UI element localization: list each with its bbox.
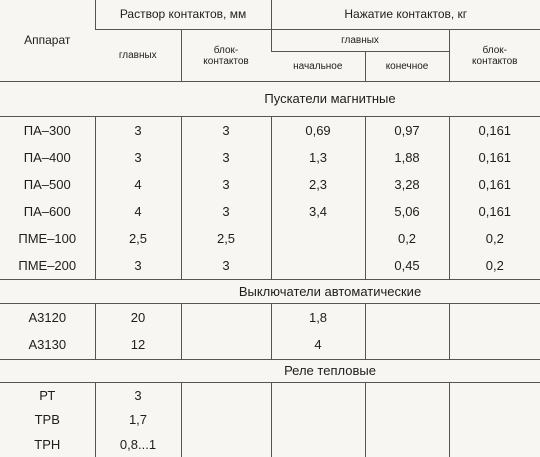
cell-p-initial: 0,69 (271, 116, 365, 143)
cell-open-block (181, 432, 271, 457)
cell-p-initial (271, 383, 365, 408)
cell-p-block: 0,161 (449, 116, 540, 143)
cell-open-main: 4 (95, 198, 181, 225)
cell-open-main: 20 (95, 304, 181, 332)
cell-p-final (365, 383, 449, 408)
cell-p-final: 1,88 (365, 144, 449, 171)
cell-open-main: 3 (95, 116, 181, 143)
device-name: ПМЕ–100 (18, 231, 77, 247)
cell-open-block: 3 (181, 253, 271, 280)
header-opening-main: главных (95, 30, 181, 81)
table-row (0, 198, 540, 225)
cell-p-block (449, 331, 540, 359)
cell-open-main: 12 (95, 331, 181, 359)
cell-p-initial (271, 253, 365, 280)
cell-p-initial (271, 432, 365, 457)
table-row (0, 383, 540, 408)
cell-p-final (365, 304, 449, 332)
cell-open-block: 3 (181, 144, 271, 171)
header-final: конечное (365, 51, 449, 81)
cell-p-final (365, 432, 449, 457)
cell-open-block: 2,5 (181, 225, 271, 252)
cell-open-main: 1,7 (95, 407, 181, 432)
device-name: ПМЕ–200 (18, 258, 77, 274)
table-row (0, 331, 540, 359)
cell-open-block: 3 (181, 116, 271, 143)
header-pressure-group: Нажатие контактов, кг (271, 0, 540, 30)
cell-p-final: 0,2 (365, 225, 449, 252)
cell-open-main: 3 (95, 144, 181, 171)
header-initial: начальное (271, 51, 365, 81)
cell-p-block: 0,161 (449, 198, 540, 225)
table-row (0, 144, 540, 171)
device-name: ПА–300 (23, 122, 71, 138)
table-row (0, 432, 540, 457)
device-name: А3120 (28, 310, 67, 326)
cell-p-initial: 3,4 (271, 198, 365, 225)
cell-p-block (449, 432, 540, 457)
cell-p-initial: 4 (271, 331, 365, 359)
cell-open-block (181, 383, 271, 408)
cell-p-block: 0,2 (449, 253, 540, 280)
device-name: РТ (39, 387, 56, 403)
cell-open-main: 3 (95, 253, 181, 280)
cell-p-initial: 1,8 (271, 304, 365, 332)
cell-p-final: 3,28 (365, 171, 449, 198)
device-name: А3130 (28, 337, 67, 353)
header-pressure-block: блок- контактов (449, 30, 540, 81)
cell-open-main: 4 (95, 171, 181, 198)
cell-open-main: 0,8...1 (95, 432, 181, 457)
header-opening-block: блок- контактов (181, 30, 271, 81)
cell-p-block: 0,161 (449, 171, 540, 198)
cell-p-final: 0,45 (365, 253, 449, 280)
cell-p-final: 5,06 (365, 198, 449, 225)
cell-p-block (449, 304, 540, 332)
cell-open-block (181, 331, 271, 359)
device-name: ПА–600 (23, 204, 71, 220)
table-row (0, 116, 540, 143)
cell-open-block: 3 (181, 198, 271, 225)
table-row (0, 407, 540, 432)
cell-p-final: 0,97 (365, 116, 449, 143)
cell-p-initial: 1,3 (271, 144, 365, 171)
cell-open-main: 3 (95, 383, 181, 408)
cell-open-block: 3 (181, 171, 271, 198)
cell-p-block (449, 407, 540, 432)
device-name: ТРН (34, 437, 61, 453)
cell-open-main: 2,5 (95, 225, 181, 252)
cell-p-initial: 2,3 (271, 171, 365, 198)
cell-p-final (365, 407, 449, 432)
table-row (0, 253, 540, 280)
cell-p-initial (271, 225, 365, 252)
table-row (0, 171, 540, 198)
section-title: Реле тепловые (0, 359, 540, 383)
header-apparatus: Аппарат (0, 0, 95, 81)
device-name: ТРВ (34, 412, 60, 428)
device-name: ПА–500 (23, 176, 71, 192)
header-opening-group: Раствор контактов, мм (95, 0, 271, 30)
cell-p-block: 0,2 (449, 225, 540, 252)
section-title: Пускатели магнитные (0, 81, 540, 116)
cell-p-block: 0,161 (449, 144, 540, 171)
cell-p-initial (271, 407, 365, 432)
cell-p-final (365, 331, 449, 359)
header-pressure-main: главных (271, 30, 449, 52)
cell-p-block (449, 383, 540, 408)
device-name: ПА–400 (23, 149, 71, 165)
table-row (0, 225, 540, 252)
cell-open-block (181, 407, 271, 432)
table-row (0, 304, 540, 332)
section-title: Выключатели автоматические (0, 280, 540, 304)
cell-open-block (181, 304, 271, 332)
